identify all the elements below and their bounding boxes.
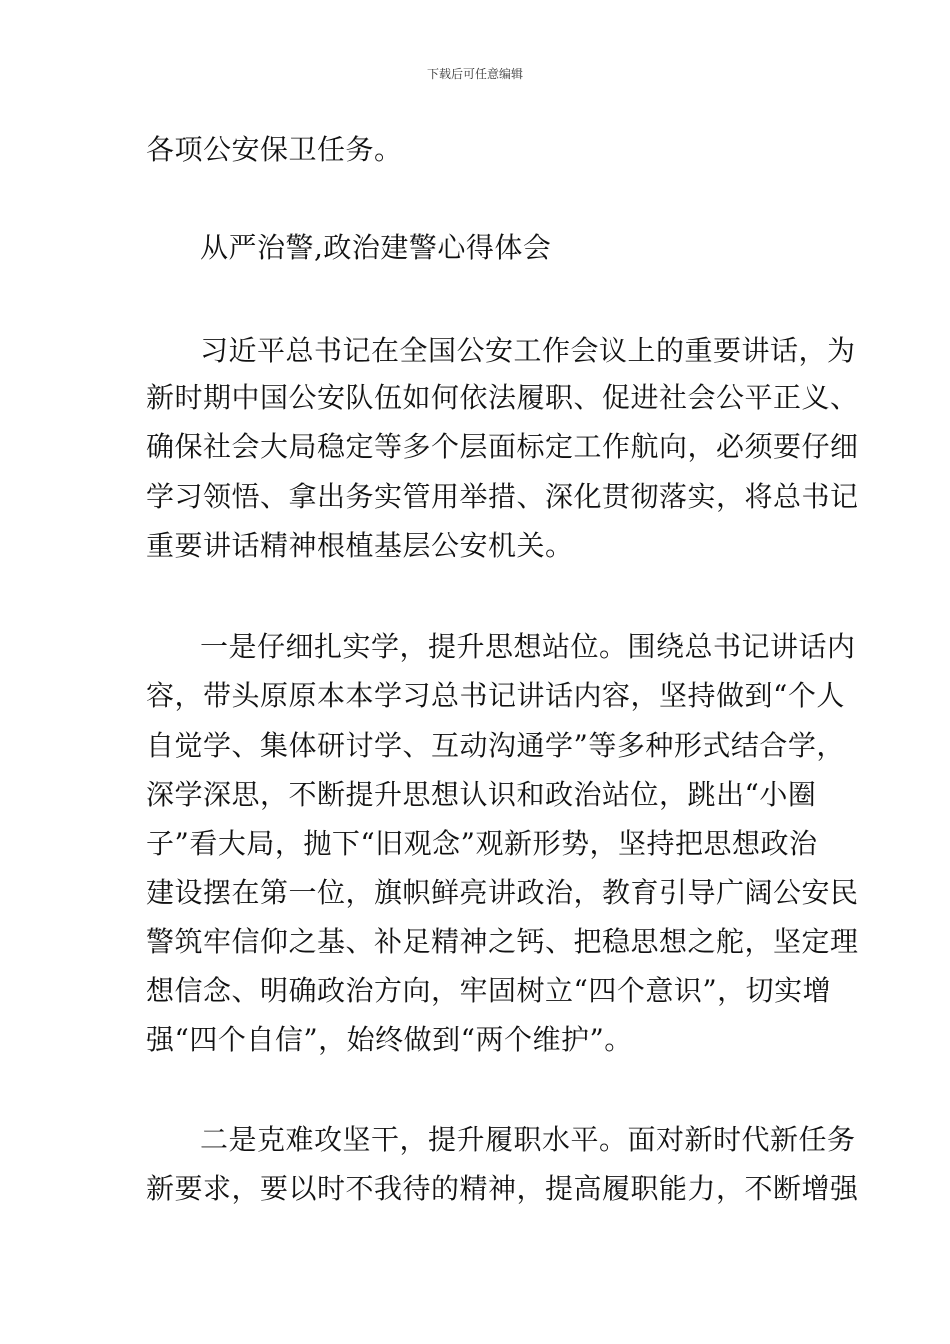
section-title: 从严治警,政治建警心得体会 <box>200 231 552 264</box>
text-line: 自觉学、集体研讨学、互动沟通学”等多种形式结合学， <box>146 729 845 762</box>
text-line: 一是仔细扎实学，提升思想站位。围绕总书记讲话内 <box>200 630 856 663</box>
text-line: 容，带头原原本本学习总书记讲话内容，坚持做到“个人 <box>146 679 845 712</box>
text-line: 强“四个自信”，始终做到“两个维护”。 <box>146 1023 633 1056</box>
text-line: 建设摆在第一位，旗帜鲜亮讲政治，教育引导广阔公安民 <box>146 876 859 909</box>
text-line: 学习领悟、拿出务实管用举措、深化贯彻落实，将总书记 <box>146 480 859 513</box>
text-line: 新时期中国公安队伍如何依法履职、促进社会公平正义、 <box>146 381 859 414</box>
text-line: 新要求，要以时不我待的精神，提高履职能力，不断增强 <box>146 1172 859 1205</box>
text-line: 警筑牢信仰之基、补足精神之钙、把稳思想之舵，坚定理 <box>146 925 859 958</box>
text-line: 深学深思，不断提升思想认识和政治站位，跳出“小圈 <box>146 778 817 811</box>
text-line: 子”看大局，抛下“旧观念”观新形势，坚持把思想政治 <box>146 827 818 860</box>
text-line: 习近平总书记在全国公安工作会议上的重要讲话，为 <box>200 334 856 367</box>
text-line: 二是克难攻坚干，提升履职水平。面对新时代新任务 <box>200 1123 856 1156</box>
text-line: 重要讲话精神根植基层公安机关。 <box>146 529 574 562</box>
page-header: 下载后可任意编辑 <box>426 67 523 81</box>
text-line: 确保社会大局稳定等多个层面标定工作航向，必须要仔细 <box>146 430 859 463</box>
text-line: 各项公安保卫任务。 <box>146 133 403 166</box>
text-line: 想信念、明确政治方向，牢固树立“四个意识”，切实增 <box>146 974 832 1007</box>
